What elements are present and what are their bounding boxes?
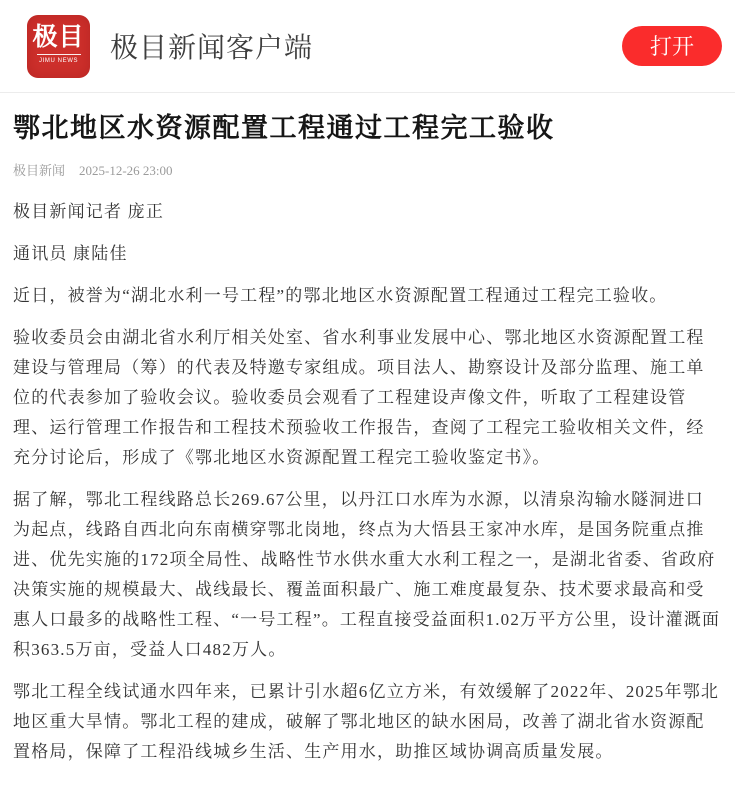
article-paragraph: 据了解，鄂北工程线路总长269.67公里，以丹江口水库为水源，以清泉沟输水隧洞进口为起点，线路自西北向东南横穿鄂北岗地，终点为大悟县王家冲水库，是国务院重点推进、优先实施的172项全局性、战略性节水供水重大水利工程之一，是湖北省委、省政府决策实施的规模最大、战线最长、覆盖面积最广、施工难度最复杂、技术要求最高和受惠人口最多的战略性工程、“一号工程”。工程直接受益面积1.02万平方公里，设计灌溉面积363.5万亩，受益人口482万人。 (13, 490, 721, 659)
article-paragraph: 验收委员会由湖北省水利厅相关处室、省水利事业发展中心、鄂北地区水资源配置工程建设与管理局（筹）的代表及特邀专家组成。项目法人、勘察设计及部分监理、施工单位的代表参加了验收会议。验收委员会观看了工程建设声像文件，听取了工程建设管理、运行管理工作报告和工程技术预验收工作报告，查阅了工程完工验收相关文件，经充分讨论后，形成了《鄂北地区水资源配置工程完工验收鉴定书》。 (13, 328, 705, 467)
article-paragraph: 近日，被誉为“湖北水利一号工程”的鄂北地区水资源配置工程通过工程完工验收。 (13, 286, 668, 305)
logo-divider (37, 54, 81, 55)
article-paragraph: 极目新闻记者 庞正 (13, 202, 165, 221)
article-source: 极目新闻 (13, 163, 66, 178)
article-paragraph: 通讯员 康陆佳 (13, 244, 128, 263)
logo-en-text: JIMU NEWS (38, 56, 79, 64)
app-banner (0, 0, 735, 93)
article-body (13, 197, 722, 767)
logo-cn-text: 极目 (32, 22, 85, 51)
publish-time: 2025-12-26 23:00 (79, 163, 173, 178)
jimu-news-logo[interactable] (27, 15, 90, 78)
app-title: 极目新闻客户端 (110, 33, 314, 64)
article-paragraph: 鄂北工程全线试通水四年来，已累计引水超6亿立方米，有效缓解了2022年、2025年鄂北地区重大旱情。鄂北工程的建成，破解了鄂北地区的缺水困局，改善了湖北省水资源配置格局，保障了工程沿线城乡生活、生产用水，助推区域协调高质量发展。 (13, 682, 720, 761)
article-title: 鄂北地区水资源配置工程通过工程完工验收 (13, 113, 555, 143)
byline (13, 163, 722, 179)
open-app-button[interactable]: 打开 (622, 26, 722, 66)
article (0, 109, 735, 767)
